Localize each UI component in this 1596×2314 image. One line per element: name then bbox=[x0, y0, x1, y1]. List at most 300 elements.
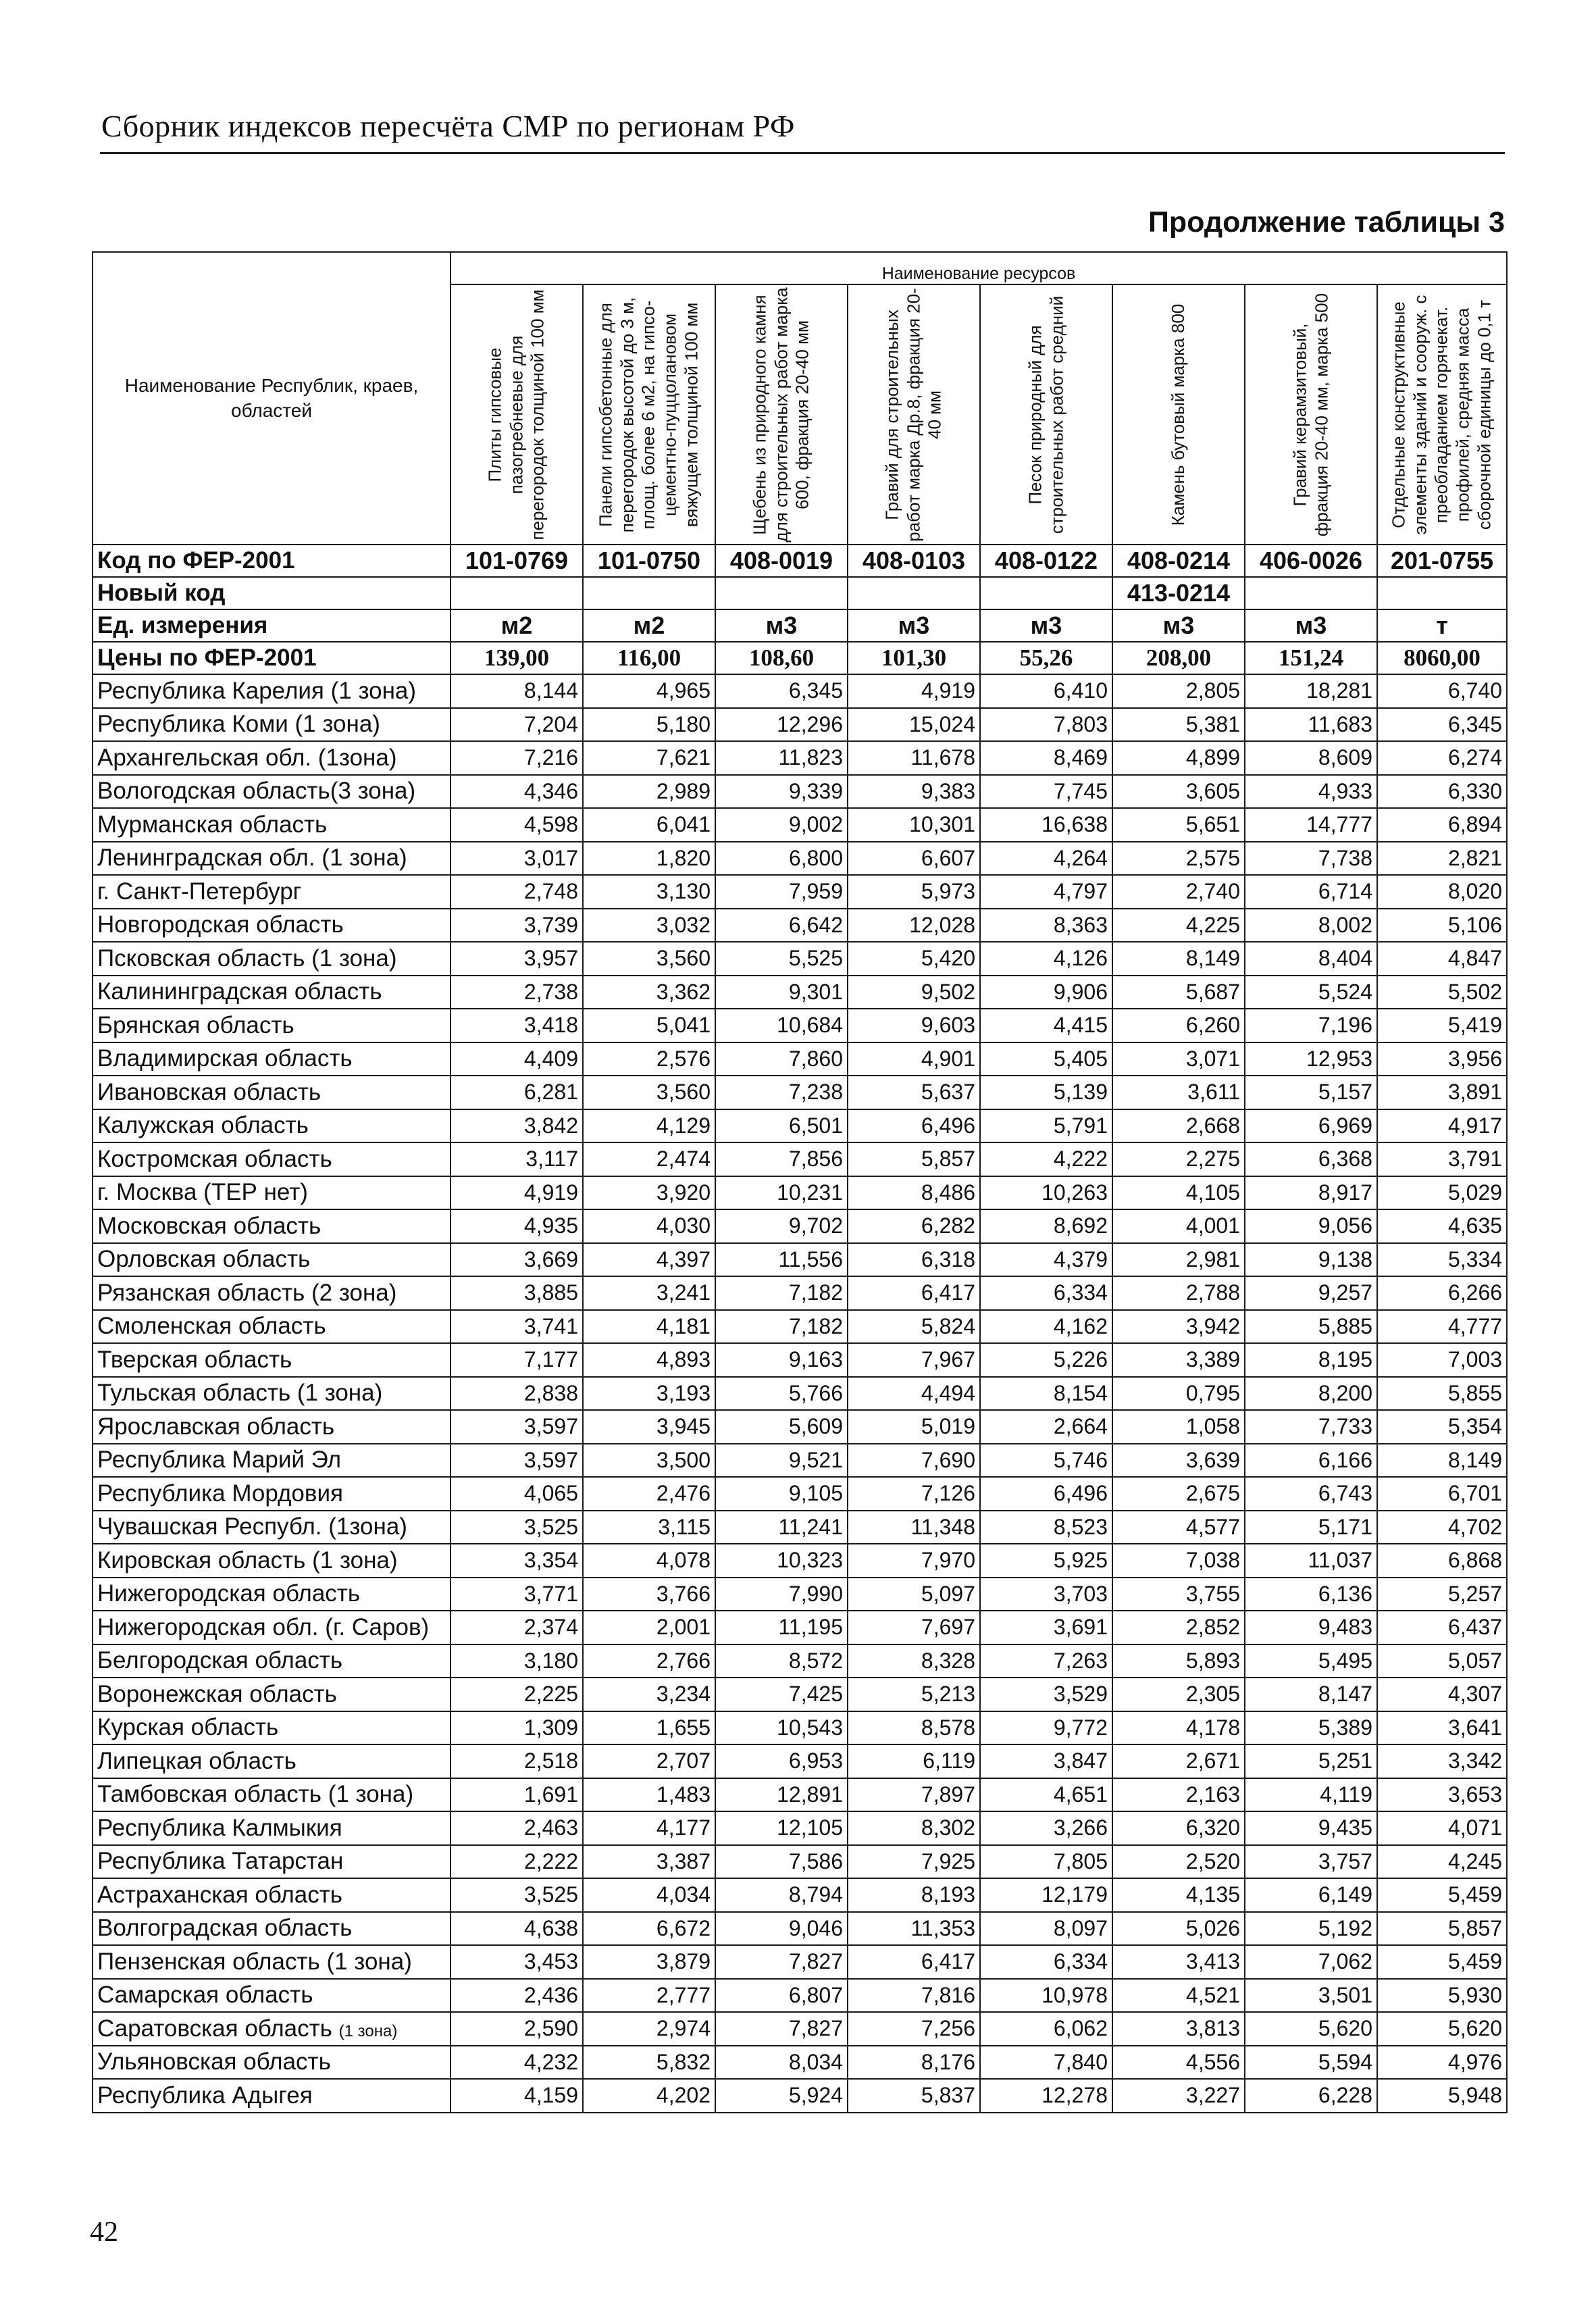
region-name-text: Чувашская Республ. (1зона) bbox=[97, 1513, 407, 1540]
index-value: 6,119 bbox=[848, 1744, 980, 1778]
table-continuation-title: Продолжение таблицы 3 bbox=[1148, 206, 1505, 238]
region-name bbox=[93, 2079, 451, 2113]
index-value: 5,459 bbox=[1377, 1945, 1507, 1979]
new-code-value bbox=[848, 577, 980, 609]
index-value: 3,956 bbox=[1377, 1042, 1507, 1076]
index-value: 10,684 bbox=[715, 1009, 848, 1042]
index-value: 5,594 bbox=[1245, 2046, 1377, 2080]
index-value: 9,339 bbox=[715, 775, 848, 809]
index-value: 3,641 bbox=[1377, 1711, 1507, 1745]
index-value: 6,410 bbox=[980, 674, 1112, 708]
index-value: 8,149 bbox=[1377, 1444, 1507, 1478]
index-value: 3,413 bbox=[1112, 1945, 1245, 1979]
index-value: 12,105 bbox=[715, 1811, 848, 1845]
region-name-text: Республика Адыгея bbox=[97, 2082, 313, 2109]
index-value: 4,034 bbox=[583, 1878, 715, 1912]
code-value: 408-0103 bbox=[848, 545, 980, 577]
index-value: 5,354 bbox=[1377, 1410, 1507, 1444]
region-name-text: Республика Карелия (1 зона) bbox=[97, 677, 417, 704]
index-value: 2,738 bbox=[451, 976, 583, 1009]
region-name-text: Липецкая область bbox=[97, 1747, 297, 1774]
index-value: 5,832 bbox=[583, 2046, 715, 2080]
index-value: 4,202 bbox=[583, 2079, 715, 2113]
index-value: 2,575 bbox=[1112, 842, 1245, 876]
index-value: 9,301 bbox=[715, 976, 848, 1009]
index-value: 6,672 bbox=[583, 1912, 715, 1946]
index-value: 4,178 bbox=[1112, 1711, 1245, 1745]
index-value: 5,381 bbox=[1112, 708, 1245, 742]
index-value: 9,702 bbox=[715, 1209, 848, 1243]
index-value: 8,195 bbox=[1245, 1343, 1377, 1377]
index-value: 2,852 bbox=[1112, 1611, 1245, 1644]
index-value: 16,638 bbox=[980, 808, 1112, 842]
index-value: 2,668 bbox=[1112, 1109, 1245, 1143]
index-value: 3,266 bbox=[980, 1811, 1112, 1845]
index-value: 3,597 bbox=[451, 1410, 583, 1444]
index-value: 5,213 bbox=[848, 1678, 980, 1711]
table-row bbox=[93, 1578, 1507, 1611]
index-value: 5,924 bbox=[715, 2079, 848, 2113]
index-value: 9,257 bbox=[1245, 1276, 1377, 1310]
resource-column-header bbox=[715, 284, 848, 545]
index-value: 5,389 bbox=[1245, 1711, 1377, 1745]
index-value: 10,231 bbox=[715, 1176, 848, 1210]
index-value: 8,486 bbox=[848, 1176, 980, 1210]
index-value: 8,692 bbox=[980, 1209, 1112, 1243]
index-value: 3,115 bbox=[583, 1511, 715, 1544]
index-value: 5,651 bbox=[1112, 808, 1245, 842]
index-value: 3,180 bbox=[451, 1644, 583, 1678]
index-value: 4,577 bbox=[1112, 1511, 1245, 1544]
table-row bbox=[93, 1811, 1507, 1845]
index-value: 5,334 bbox=[1377, 1243, 1507, 1277]
index-value: 5,180 bbox=[583, 708, 715, 742]
header-rule bbox=[100, 152, 1505, 154]
index-value: 5,419 bbox=[1377, 1009, 1507, 1042]
table-row bbox=[93, 708, 1507, 742]
region-name-text: Самарская область bbox=[97, 1982, 313, 2009]
index-value: 8,002 bbox=[1245, 909, 1377, 942]
region-name-text: Рязанская область (2 зона) bbox=[97, 1279, 397, 1306]
index-value: 2,436 bbox=[451, 1979, 583, 2013]
index-value: 7,238 bbox=[715, 1076, 848, 1109]
index-value: 2,275 bbox=[1112, 1142, 1245, 1176]
index-value: 6,334 bbox=[980, 1945, 1112, 1979]
region-name-text: Вологодская область(3 зона) bbox=[97, 778, 416, 805]
index-value: 3,653 bbox=[1377, 1778, 1507, 1812]
price-row bbox=[93, 642, 1507, 674]
index-value: 5,106 bbox=[1377, 909, 1507, 942]
index-value: 2,664 bbox=[980, 1410, 1112, 1444]
index-value: 2,222 bbox=[451, 1845, 583, 1879]
index-value: 5,687 bbox=[1112, 976, 1245, 1009]
region-name-suffix: (1 зона) bbox=[338, 2021, 398, 2040]
unit-label: Ед. измерения bbox=[93, 609, 451, 642]
price-value: 208,00 bbox=[1112, 642, 1245, 674]
code-label: Код по ФЕР-2001 bbox=[93, 545, 451, 577]
index-value: 4,078 bbox=[583, 1544, 715, 1578]
index-value: 9,502 bbox=[848, 976, 980, 1009]
region-name-text: Ярославская область bbox=[97, 1413, 335, 1440]
index-value: 10,543 bbox=[715, 1711, 848, 1745]
region-name bbox=[93, 1176, 451, 1210]
region-name-text: Орловская область bbox=[97, 1246, 311, 1273]
index-value: 7,697 bbox=[848, 1611, 980, 1644]
table-row bbox=[93, 1711, 1507, 1745]
region-name-text: Костромская область bbox=[97, 1145, 332, 1172]
region-name bbox=[93, 909, 451, 942]
resource-column-title: Плиты гипсовые пазогребневые для перегородок толщиной 100 мм bbox=[484, 289, 548, 540]
region-name bbox=[93, 1477, 451, 1511]
index-value: 8,578 bbox=[848, 1711, 980, 1745]
index-value: 6,743 bbox=[1245, 1477, 1377, 1511]
region-name bbox=[93, 1945, 451, 1979]
index-value: 4,159 bbox=[451, 2079, 583, 2113]
index-value: 1,058 bbox=[1112, 1410, 1245, 1444]
region-name bbox=[93, 1444, 451, 1478]
index-value: 6,345 bbox=[715, 674, 848, 708]
index-value: 5,948 bbox=[1377, 2079, 1507, 2113]
index-value: 6,281 bbox=[451, 1076, 583, 1109]
region-name bbox=[93, 976, 451, 1009]
index-value: 6,496 bbox=[980, 1477, 1112, 1511]
index-value: 7,586 bbox=[715, 1845, 848, 1879]
index-value: 6,417 bbox=[848, 1945, 980, 1979]
index-value: 4,917 bbox=[1377, 1109, 1507, 1143]
table-row bbox=[93, 1845, 1507, 1879]
index-value: 9,603 bbox=[848, 1009, 980, 1042]
index-value: 4,935 bbox=[451, 1209, 583, 1243]
index-value: 4,245 bbox=[1377, 1845, 1507, 1879]
table-row bbox=[93, 741, 1507, 775]
index-value: 4,232 bbox=[451, 2046, 583, 2080]
table-row bbox=[93, 842, 1507, 876]
region-name bbox=[93, 1778, 451, 1812]
table-row bbox=[93, 2046, 1507, 2080]
index-value: 3,920 bbox=[583, 1176, 715, 1210]
index-value: 2,163 bbox=[1112, 1778, 1245, 1812]
unit-value: м2 bbox=[451, 609, 583, 642]
new-code-value bbox=[980, 577, 1112, 609]
region-name-text: Мурманская область bbox=[97, 811, 328, 838]
region-name-text: Брянская область bbox=[97, 1011, 294, 1038]
index-value: 2,974 bbox=[583, 2012, 715, 2046]
index-value: 4,919 bbox=[848, 674, 980, 708]
index-value: 7,816 bbox=[848, 1979, 980, 2013]
index-value: 4,129 bbox=[583, 1109, 715, 1143]
new-code-value bbox=[1245, 577, 1377, 609]
region-name-text: Волгоградская область bbox=[97, 1915, 353, 1942]
index-value: 4,105 bbox=[1112, 1176, 1245, 1210]
index-value: 5,525 bbox=[715, 942, 848, 976]
index-value: 2,740 bbox=[1112, 875, 1245, 909]
index-value: 4,797 bbox=[980, 875, 1112, 909]
index-value: 2,777 bbox=[583, 1979, 715, 2013]
index-value: 3,879 bbox=[583, 1945, 715, 1979]
index-value: 4,777 bbox=[1377, 1310, 1507, 1344]
index-value: 3,611 bbox=[1112, 1076, 1245, 1109]
index-value: 8,200 bbox=[1245, 1377, 1377, 1411]
index-value: 6,149 bbox=[1245, 1878, 1377, 1912]
index-value: 2,675 bbox=[1112, 1477, 1245, 1511]
region-name bbox=[93, 1310, 451, 1344]
table-row bbox=[93, 1444, 1507, 1478]
index-value: 3,891 bbox=[1377, 1076, 1507, 1109]
index-value: 7,690 bbox=[848, 1444, 980, 1478]
index-value: 3,560 bbox=[583, 1076, 715, 1109]
index-value: 4,702 bbox=[1377, 1511, 1507, 1544]
index-value: 2,374 bbox=[451, 1611, 583, 1644]
index-value: 15,024 bbox=[848, 708, 980, 742]
index-value: 3,354 bbox=[451, 1544, 583, 1578]
index-value: 2,305 bbox=[1112, 1678, 1245, 1711]
region-name-text: Астраханская область bbox=[97, 1881, 343, 1908]
region-name-text: Псковская область (1 зона) bbox=[97, 945, 397, 972]
region-name bbox=[93, 1611, 451, 1644]
index-value: 7,126 bbox=[848, 1477, 980, 1511]
region-name-text: Республика Калмыкия bbox=[97, 1814, 342, 1841]
region-name bbox=[93, 875, 451, 909]
index-value: 3,342 bbox=[1377, 1744, 1507, 1778]
index-value: 5,026 bbox=[1112, 1912, 1245, 1946]
index-value: 4,893 bbox=[583, 1343, 715, 1377]
index-value: 5,973 bbox=[848, 875, 980, 909]
index-value: 12,028 bbox=[848, 909, 980, 942]
index-value: 4,177 bbox=[583, 1811, 715, 1845]
index-value: 8,097 bbox=[980, 1912, 1112, 1946]
index-value: 8,034 bbox=[715, 2046, 848, 2080]
table-row bbox=[93, 1410, 1507, 1444]
index-value: 7,827 bbox=[715, 1945, 848, 1979]
code-value: 101-0750 bbox=[583, 545, 715, 577]
price-value: 139,00 bbox=[451, 642, 583, 674]
index-value: 3,117 bbox=[451, 1142, 583, 1176]
index-value: 11,823 bbox=[715, 741, 848, 775]
price-value: 55,26 bbox=[980, 642, 1112, 674]
region-name bbox=[93, 674, 451, 708]
table-row bbox=[93, 1945, 1507, 1979]
region-name-text: Калининградская область bbox=[97, 978, 382, 1005]
index-value: 3,703 bbox=[980, 1578, 1112, 1611]
index-value: 5,502 bbox=[1377, 976, 1507, 1009]
index-value: 2,981 bbox=[1112, 1243, 1245, 1277]
price-value: 8060,00 bbox=[1377, 642, 1507, 674]
region-name bbox=[93, 1878, 451, 1912]
unit-value: т bbox=[1377, 609, 1507, 642]
unit-value: м2 bbox=[583, 609, 715, 642]
index-value: 6,260 bbox=[1112, 1009, 1245, 1042]
index-value: 9,002 bbox=[715, 808, 848, 842]
index-value: 12,179 bbox=[980, 1878, 1112, 1912]
index-value: 3,757 bbox=[1245, 1845, 1377, 1879]
index-value: 2,001 bbox=[583, 1611, 715, 1644]
region-name bbox=[93, 1142, 451, 1176]
index-value: 3,669 bbox=[451, 1243, 583, 1277]
index-value: 7,856 bbox=[715, 1142, 848, 1176]
index-value: 6,417 bbox=[848, 1276, 980, 1310]
index-value: 5,857 bbox=[848, 1142, 980, 1176]
table-row bbox=[93, 1109, 1507, 1143]
new-code-row bbox=[93, 577, 1507, 609]
index-value: 2,476 bbox=[583, 1477, 715, 1511]
index-value: 6,166 bbox=[1245, 1444, 1377, 1478]
price-value: 116,00 bbox=[583, 642, 715, 674]
index-value: 3,957 bbox=[451, 942, 583, 976]
table-row bbox=[93, 1878, 1507, 1912]
new-code-value bbox=[715, 577, 848, 609]
table-row bbox=[93, 1209, 1507, 1243]
index-value: 4,001 bbox=[1112, 1209, 1245, 1243]
header-row-resources bbox=[93, 252, 1507, 284]
table-row bbox=[93, 1644, 1507, 1678]
index-value: 1,483 bbox=[583, 1778, 715, 1812]
index-value: 3,389 bbox=[1112, 1343, 1245, 1377]
index-value: 5,824 bbox=[848, 1310, 980, 1344]
region-name bbox=[93, 741, 451, 775]
index-value: 4,119 bbox=[1245, 1778, 1377, 1812]
index-value: 3,771 bbox=[451, 1578, 583, 1611]
index-value: 3,387 bbox=[583, 1845, 715, 1879]
index-value: 4,901 bbox=[848, 1042, 980, 1076]
index-value: 9,906 bbox=[980, 976, 1112, 1009]
index-value: 2,748 bbox=[451, 875, 583, 909]
index-value: 6,642 bbox=[715, 909, 848, 942]
index-value: 7,256 bbox=[848, 2012, 980, 2046]
index-value: 4,415 bbox=[980, 1009, 1112, 1042]
region-column-header: Наименование Республик, краев, областей bbox=[93, 252, 451, 545]
new-code-value: 413-0214 bbox=[1112, 577, 1245, 609]
index-value: 2,707 bbox=[583, 1744, 715, 1778]
index-value: 5,930 bbox=[1377, 1979, 1507, 2013]
region-name-text: Саратовская область bbox=[97, 2015, 332, 2042]
region-name bbox=[93, 1109, 451, 1143]
index-value: 5,837 bbox=[848, 2079, 980, 2113]
index-value: 4,933 bbox=[1245, 775, 1377, 809]
index-value: 4,397 bbox=[583, 1243, 715, 1277]
index-value: 11,353 bbox=[848, 1912, 980, 1946]
index-value: 6,740 bbox=[1377, 674, 1507, 708]
index-value: 5,029 bbox=[1377, 1176, 1507, 1210]
table-row bbox=[93, 976, 1507, 1009]
index-value: 6,345 bbox=[1377, 708, 1507, 742]
resource-column-title: Гравий керамзитовый, фракция 20-40 мм, марка 500 bbox=[1289, 293, 1331, 536]
index-value: 4,379 bbox=[980, 1243, 1112, 1277]
index-value: 9,138 bbox=[1245, 1243, 1377, 1277]
index-value: 3,741 bbox=[451, 1310, 583, 1344]
index-value: 6,800 bbox=[715, 842, 848, 876]
table-row bbox=[93, 1511, 1507, 1544]
code-value: 101-0769 bbox=[451, 545, 583, 577]
index-value: 3,525 bbox=[451, 1878, 583, 1912]
index-value: 5,226 bbox=[980, 1343, 1112, 1377]
index-value: 2,838 bbox=[451, 1377, 583, 1411]
index-value: 9,163 bbox=[715, 1343, 848, 1377]
table-row bbox=[93, 1176, 1507, 1210]
region-name bbox=[93, 1678, 451, 1711]
index-value: 9,521 bbox=[715, 1444, 848, 1478]
index-value: 8,363 bbox=[980, 909, 1112, 942]
index-value: 8,144 bbox=[451, 674, 583, 708]
index-value: 7,216 bbox=[451, 741, 583, 775]
index-value: 5,746 bbox=[980, 1444, 1112, 1478]
index-value: 7,621 bbox=[583, 741, 715, 775]
index-value: 9,435 bbox=[1245, 1811, 1377, 1845]
page-number: 42 bbox=[90, 2217, 118, 2248]
region-name-text: Нижегородская область bbox=[97, 1580, 361, 1607]
index-value: 3,942 bbox=[1112, 1310, 1245, 1344]
resources-group-header: Наименование ресурсов bbox=[451, 252, 1507, 284]
index-value: 8,404 bbox=[1245, 942, 1377, 976]
regional-index-table bbox=[92, 251, 1508, 2113]
table-row bbox=[93, 1912, 1507, 1946]
index-value: 7,177 bbox=[451, 1343, 583, 1377]
region-name-text: Владимирская область bbox=[97, 1045, 353, 1072]
resource-column-title: Щебень из природного камня для строительных работ марка 600, фракция 20-40 мм bbox=[749, 286, 813, 543]
region-name-text: Республика Мордовия bbox=[97, 1480, 343, 1507]
region-name-text: г. Москва (ТЕР нет) bbox=[97, 1179, 308, 1206]
index-value: 5,420 bbox=[848, 942, 980, 976]
table-row bbox=[93, 1076, 1507, 1109]
index-value: 5,041 bbox=[583, 1009, 715, 1042]
index-value: 4,222 bbox=[980, 1142, 1112, 1176]
index-value: 10,323 bbox=[715, 1544, 848, 1578]
index-value: 3,605 bbox=[1112, 775, 1245, 809]
index-value: 2,671 bbox=[1112, 1744, 1245, 1778]
index-value: 7,182 bbox=[715, 1310, 848, 1344]
index-value: 4,126 bbox=[980, 942, 1112, 976]
index-value: 8,154 bbox=[980, 1377, 1112, 1411]
region-name bbox=[93, 1578, 451, 1611]
code-value: 406-0026 bbox=[1245, 545, 1377, 577]
index-value: 10,301 bbox=[848, 808, 980, 842]
region-name bbox=[93, 2012, 451, 2046]
index-value: 9,056 bbox=[1245, 1209, 1377, 1243]
region-name-text: Новгородская область bbox=[97, 911, 344, 938]
region-name-text: г. Санкт-Петербург bbox=[97, 878, 302, 905]
index-value: 9,046 bbox=[715, 1912, 848, 1946]
price-value: 108,60 bbox=[715, 642, 848, 674]
index-value: 5,620 bbox=[1245, 2012, 1377, 2046]
region-name bbox=[93, 1845, 451, 1879]
index-value: 6,496 bbox=[848, 1109, 980, 1143]
index-value: 7,038 bbox=[1112, 1544, 1245, 1578]
index-value: 6,437 bbox=[1377, 1611, 1507, 1644]
region-name-text: Республика Татарстан bbox=[97, 1848, 344, 1875]
code-value: 408-0122 bbox=[980, 545, 1112, 577]
index-value: 7,003 bbox=[1377, 1343, 1507, 1377]
unit-value: м3 bbox=[848, 609, 980, 642]
index-value: 6,274 bbox=[1377, 741, 1507, 775]
table-row bbox=[93, 1611, 1507, 1644]
index-value: 5,609 bbox=[715, 1410, 848, 1444]
region-name-text: Курская область bbox=[97, 1714, 279, 1741]
index-value: 3,945 bbox=[583, 1410, 715, 1444]
index-value: 4,225 bbox=[1112, 909, 1245, 942]
index-value: 5,885 bbox=[1245, 1310, 1377, 1344]
region-name-text: Московская область bbox=[97, 1212, 321, 1239]
index-value: 10,978 bbox=[980, 1979, 1112, 2013]
index-value: 11,556 bbox=[715, 1243, 848, 1277]
index-value: 5,257 bbox=[1377, 1578, 1507, 1611]
index-value: 6,330 bbox=[1377, 775, 1507, 809]
index-value: 3,453 bbox=[451, 1945, 583, 1979]
region-name bbox=[93, 1511, 451, 1544]
index-value: 6,282 bbox=[848, 1209, 980, 1243]
unit-row bbox=[93, 609, 1507, 642]
index-value: 12,296 bbox=[715, 708, 848, 742]
index-value: 3,234 bbox=[583, 1678, 715, 1711]
table-row bbox=[93, 1744, 1507, 1778]
